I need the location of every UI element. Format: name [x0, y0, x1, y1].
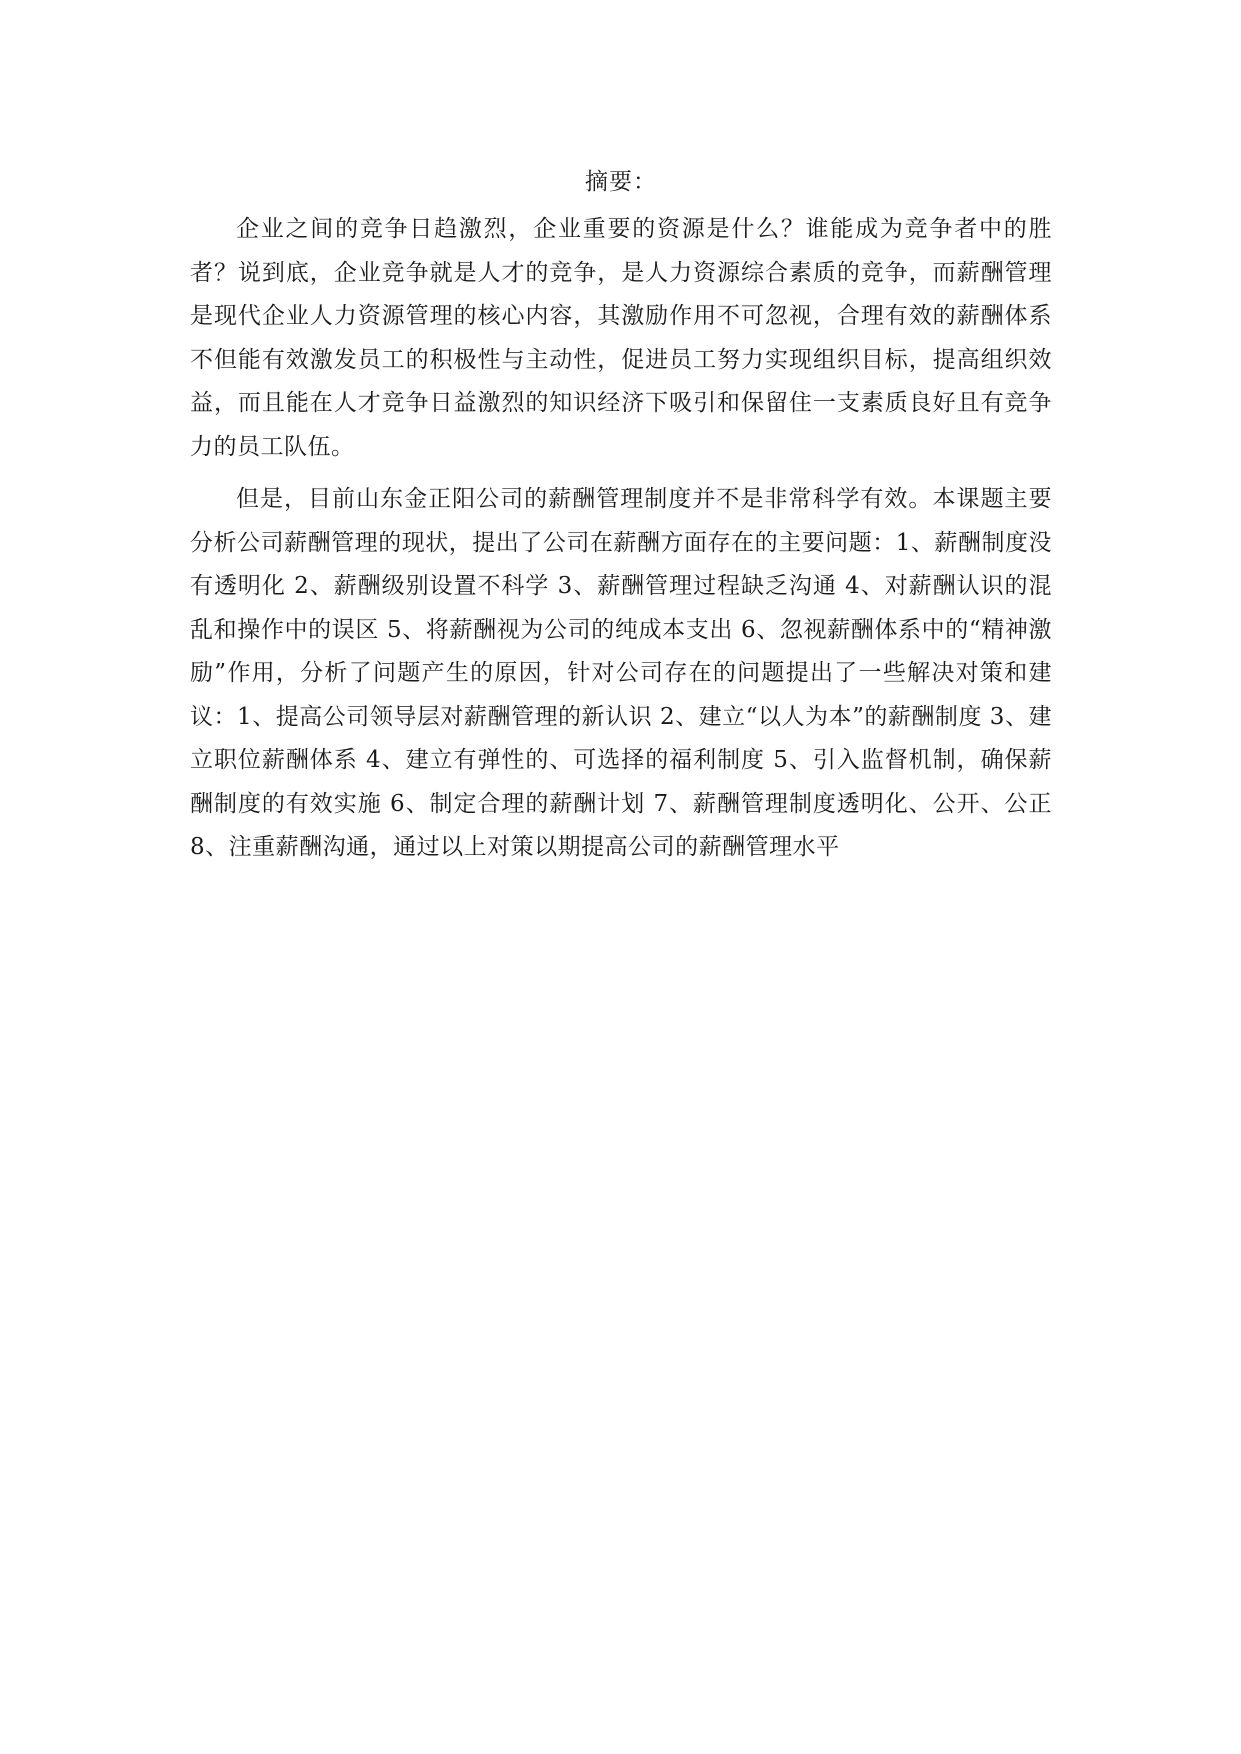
abstract-paragraph-2: 但是，目前山东金正阳公司的薪酬管理制度并不是非常科学有效。本课题主要分析公司薪酬管理的现状，提出了公司在薪酬方面存在的主要问题：1、薪酬制度没有透明化 2、薪酬级别设置不科学 3、薪酬管理过程缺乏沟通 4、对薪酬认识的混乱和操作中的误区 5、将薪酬视为公司的纯成本支出 6、忽视薪酬体系中的“精神激励”作用，分析了问题产生的原因，针对公司存在的问题提出了一些解决对策和建议：1、提高公司领导层对薪酬管理的新认识 2、建立“以人为本”的薪酬制度 3、建立职位薪酬体系 4、建立有弹性的、可选择的福利制度 5、引入监督机制，确保薪酬制度的有效实施 6、制定合理的薪酬计划 7、薪酬管理制度透明化、公开、公正 8、注重薪酬沟通，通过以上对策以期提高公司的薪酬管理水平 — [190, 486, 1052, 860]
abstract-section — [190, 160, 1052, 879]
abstract-paragraph-1: 企业之间的竞争日趋激烈，企业重要的资源是什么？谁能成为竞争者中的胜者？说到底，企业竞争就是人才的竞争，是人力资源综合素质的竞争，而薪酬管理是现代企业人力资源管理的核心内容，其激励作用不可忽视，合理有效的薪酬体系不但能有效激发员工的积极性与主动性，促进员工努力实现组织目标，提高组织效益，而且能在人才竞争日益激烈的知识经济下吸引和保留住一支素质良好且有竞争力的员工队伍。 — [190, 216, 1052, 460]
abstract-title: 摘要： — [585, 169, 657, 195]
